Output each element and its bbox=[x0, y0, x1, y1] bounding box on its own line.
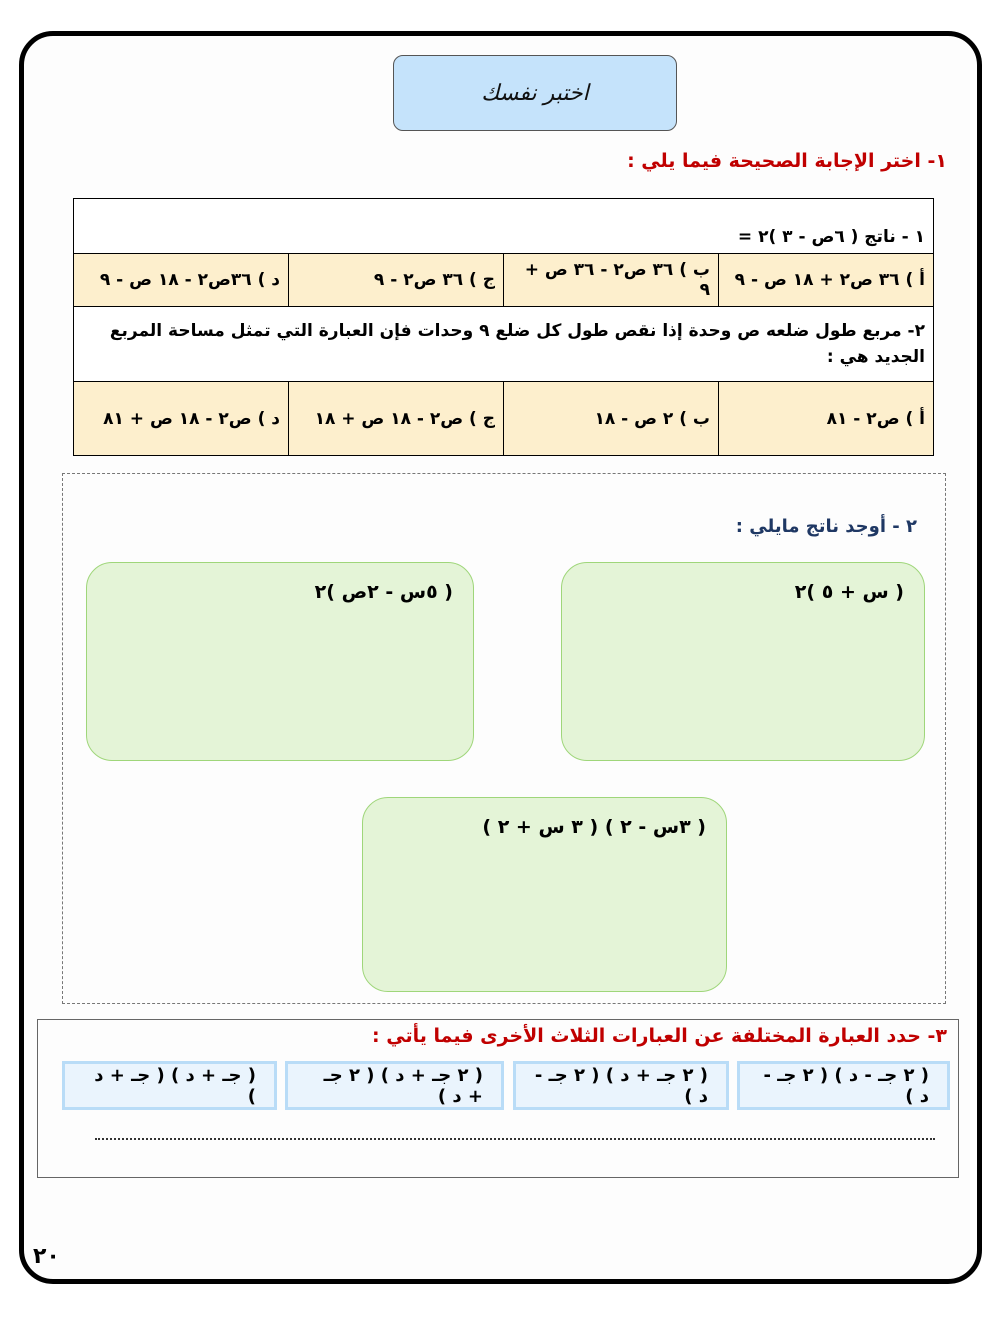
answer-box-2[interactable] bbox=[86, 562, 474, 761]
answer-box-1[interactable] bbox=[561, 562, 925, 761]
q2-option-a[interactable]: أ ) ص٢ - ٨١ bbox=[719, 382, 934, 456]
question-1: ١ - ناتج ( ٦ص - ٣ )٢ = bbox=[74, 199, 934, 254]
answer-line[interactable] bbox=[95, 1130, 935, 1140]
multiple-choice-table bbox=[73, 198, 934, 456]
q2-option-d[interactable]: د ) ص٢ - ١٨ ص + ٨١ bbox=[74, 382, 289, 456]
expression-1: ( س + ٥ )٢ bbox=[794, 581, 904, 603]
section1-heading: ١- اختر الإجابة الصحيحة فيما يلي : bbox=[627, 150, 947, 172]
expression-3: ( ٣س - ٢ ) ( ٣ س + ٢ ) bbox=[482, 816, 706, 838]
section2-heading: ٢ - أوجد ناتج مايلي : bbox=[735, 516, 917, 537]
q1-option-b[interactable]: ب ) ٣٦ ص٢ - ٣٦ ص + ٩ bbox=[504, 254, 719, 307]
expression-2: ( ٥س - ٢ص )٢ bbox=[314, 581, 453, 603]
choice-box-2[interactable]: ( ٢ جـ + د ) ( ٢ جـ - د ) bbox=[513, 1061, 729, 1110]
answer-box-3[interactable] bbox=[362, 797, 727, 992]
q1-option-d[interactable]: د ) ٣٦ص٢ - ١٨ ص - ٩ bbox=[74, 254, 289, 307]
q1-option-a[interactable]: أ ) ٣٦ ص٢ + ١٨ ص - ٩ bbox=[719, 254, 934, 307]
choice-box-1[interactable]: ( ٢ جـ - د ) ( ٢ جـ - د ) bbox=[737, 1061, 950, 1110]
q2-option-b[interactable]: ب ) ٢ ص - ١٨ bbox=[504, 382, 719, 456]
question-2: ٢- مربع طول ضلعه ص وحدة إذا نقص طول كل ضلع ٩ وحدات فإن العبارة التي تمثل مساحة المربع الجديد هي : bbox=[74, 307, 934, 382]
q1-option-c[interactable]: ج ) ٣٦ ص٢ - ٩ bbox=[289, 254, 504, 307]
choice-box-4[interactable]: ( جـ + د ) ( جـ + د ) bbox=[62, 1061, 277, 1110]
section3-heading: ٣- حدد العبارة المختلفة عن العبارات الثلاث الأخرى فيما يأتي : bbox=[372, 1025, 947, 1047]
page-title: اختبر نفسك bbox=[393, 55, 677, 131]
q2-option-c[interactable]: ج ) ص٢ - ١٨ ص + ١٨ bbox=[289, 382, 504, 456]
page-number: ٢٠ bbox=[33, 1244, 60, 1269]
choice-box-3[interactable]: ( ٢ جـ + د ) ( ٢ جـ + د ) bbox=[285, 1061, 504, 1110]
